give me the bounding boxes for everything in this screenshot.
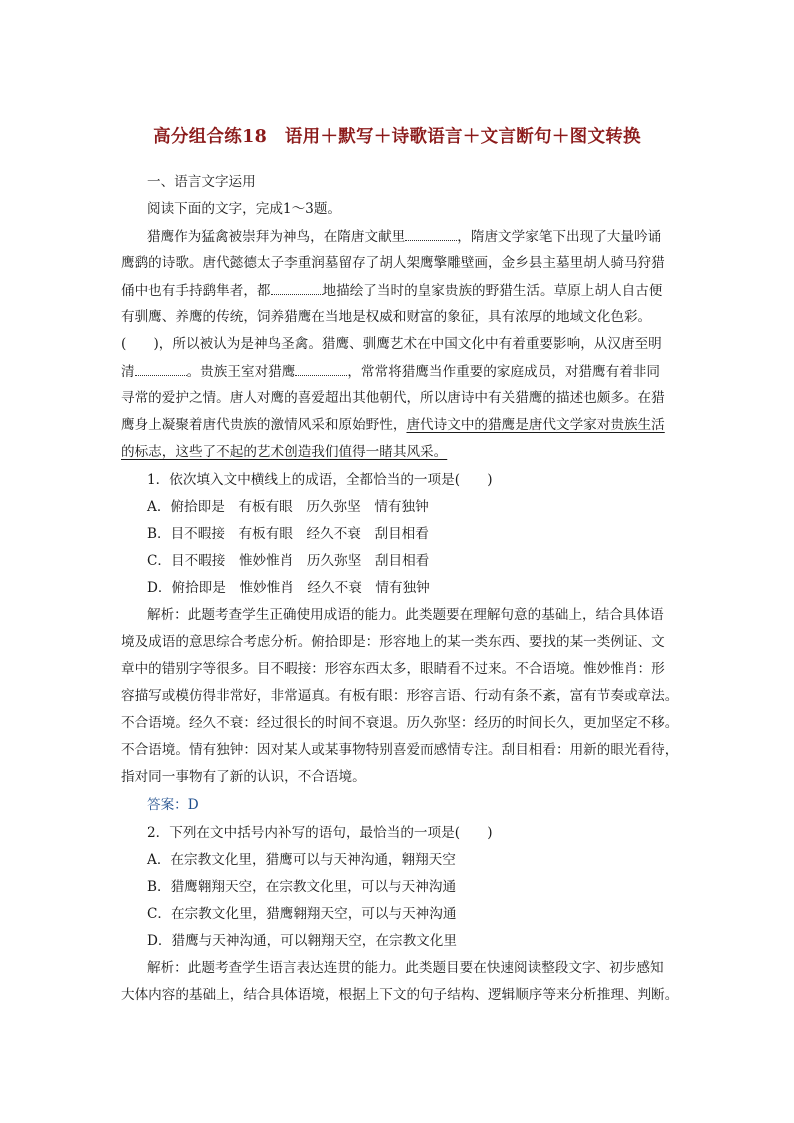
q1-option-c: C．目不暇接 惟妙惟肖 历久弥坚 刮目相看 bbox=[147, 553, 430, 569]
q1-analysis-line: 容描写或模仿得非常好，非常逼真。有板有眼：形容言语、行动有条不紊，富有节奏或章法。 bbox=[121, 688, 679, 704]
q1-analysis-line: 境及成语的意思综合考虑分析。俯拾即是：形容地上的某一类东西、要找的某一类例证、文 bbox=[121, 634, 665, 650]
q1-option-b: B．目不暇接 有板有眼 经久不衰 刮目相看 bbox=[147, 526, 429, 542]
passage-line-4: 有驯鹰、养鹰的传统，饲养猎鹰在当地是权威和财富的象征，具有浓厚的地域文化色彩。 bbox=[121, 309, 652, 325]
passage-line-6: 清 。贵族王室对猎鹰 ，常常将猎鹰当作重要的家庭成员，对猎鹰有着非同 bbox=[121, 364, 660, 380]
q1-analysis-line: 指对同一事物有了新的认识，不合语境。 bbox=[121, 769, 366, 785]
q1-analysis-line: 章中的错别字等很多。目不暇接：形容东西太多，眼睛看不过来。不合语境。惟妙惟肖：形 bbox=[121, 661, 665, 677]
q2-analysis-line: 大体内容的基础上，结合具体语境，根据上下文的句子结构、逻辑顺序等来分析推理、判断。 bbox=[121, 987, 679, 1003]
q2-option-d: D．猎鹰与天神沟通，可以翱翔天空，在宗教文化里 bbox=[147, 933, 457, 949]
instruction: 阅读下面的文字，完成1～3题。 bbox=[147, 201, 342, 217]
passage-line-9: 的标志，这些了不起的艺术创造我们值得一睹其风采。 bbox=[121, 444, 448, 460]
page-title: 高分组合练18 语用＋默写＋诗歌语言＋文言断句＋图文转换 bbox=[153, 127, 641, 147]
passage-line-1: 猎鹰作为猛禽被崇拜为神鸟，在隋唐文献里 ，隋唐文学家笔下出现了大量吟诵 bbox=[147, 229, 662, 245]
passage-line-7: 寻常的爱护之情。唐人对鹰的喜爱超出其他朝代，所以唐诗中有关猎鹰的描述也颇多。在猎 bbox=[121, 390, 665, 406]
q2-option-b: B．猎鹰翱翔天空，在宗教文化里，可以与天神沟通 bbox=[147, 879, 457, 895]
underlined-sentence: 唐代诗文中的猎鹰是唐代文学家对贵族生活 bbox=[406, 417, 665, 433]
blank-4 bbox=[295, 362, 347, 376]
blank-3 bbox=[135, 362, 187, 376]
passage-line-5: ( )，所以被认为是神鸟圣禽。猎鹰、驯鹰艺术在中国文化中有着重要影响，从汉唐至明 bbox=[121, 336, 662, 352]
question-2-stem: 2．下列在文中括号内补写的语句，最恰当的一项是( ) bbox=[147, 825, 493, 841]
q1-option-d: D．俯拾即是 惟妙惟肖 经久不衰 情有独钟 bbox=[147, 580, 430, 596]
passage-line-3: 俑中也有手持鹞隼者，都 地描绘了当时的皇家贵族的野猎生活。草原上胡人自古便 bbox=[121, 283, 663, 299]
q1-analysis-line: 不合语境。情有独钟：因对某人或某事物特别喜爱而感情专注。刮目相看：用新的眼光看待， bbox=[121, 742, 679, 758]
q2-option-c: C．在宗教文化里，猎鹰翱翔天空，可以与天神沟通 bbox=[147, 906, 457, 922]
question-1-stem: 1．依次填入文中横线上的成语，全都恰当的一项是( ) bbox=[147, 472, 493, 488]
q2-option-a: A．在宗教文化里，猎鹰可以与天神沟通，翱翔天空 bbox=[147, 852, 456, 868]
q1-analysis-line: 不合语境。经久不衰：经过很长的时间不衰退。历久弥坚：经历的时间长久，更加坚定不移。 bbox=[121, 715, 679, 731]
blank-2 bbox=[271, 281, 323, 295]
section-heading: 一、语言文字运用 bbox=[147, 174, 256, 190]
q2-analysis-line: 解析：此题考查学生语言表达连贯的能力。此类题目要在快速阅读整段文字、初步感知 bbox=[147, 960, 664, 976]
blank-1 bbox=[405, 227, 457, 241]
passage-line-2: 鹰鹞的诗歌。唐代懿德太子李重润墓留存了胡人架鹰擎雕壁画，金乡县主墓里胡人骑马狩猎 bbox=[121, 255, 665, 271]
passage-line-8: 鹰身上凝聚着唐代贵族的激情风采和原始野性，唐代诗文中的猎鹰是唐代文学家对贵族生活 bbox=[121, 417, 665, 433]
q1-answer: 答案：D bbox=[147, 797, 199, 813]
q1-analysis-line: 解析：此题考查学生正确使用成语的能力。此类题要在理解句意的基础上，结合具体语 bbox=[147, 607, 664, 623]
q1-option-a: A．俯拾即是 有板有眼 历久弥坚 情有独钟 bbox=[147, 499, 429, 515]
